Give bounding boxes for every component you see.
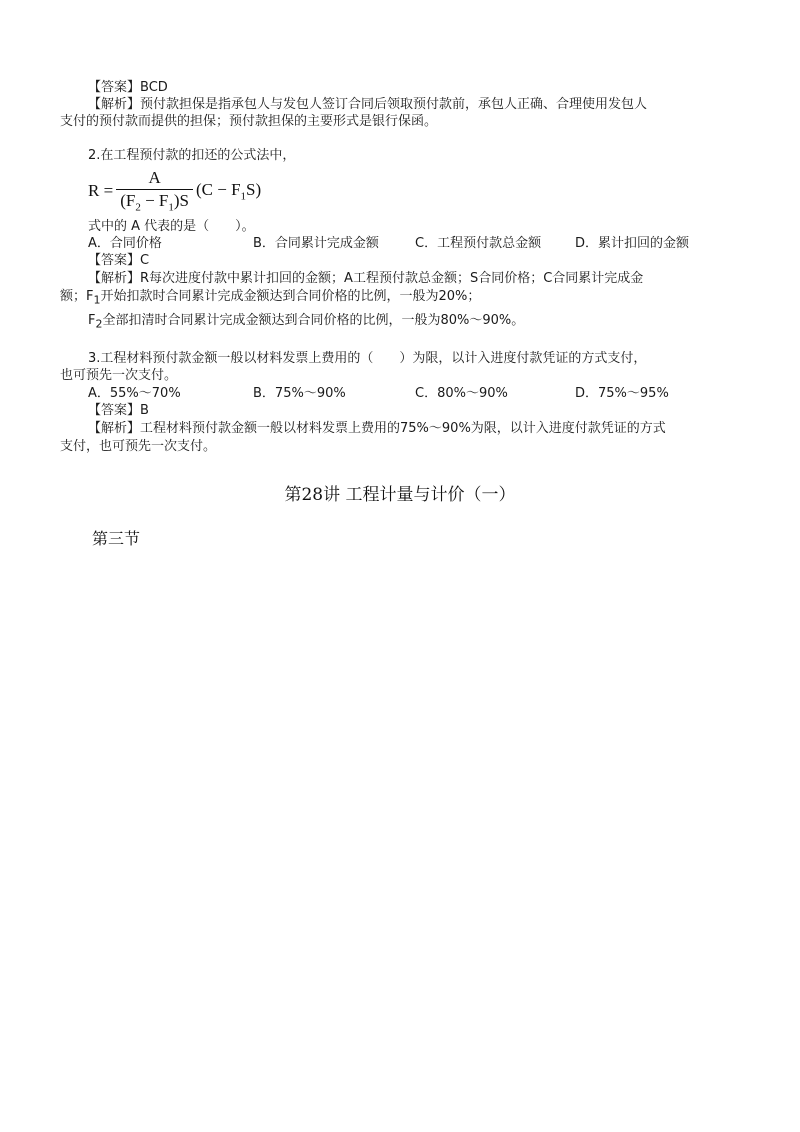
analysis-label: 【解析】 [88, 97, 141, 112]
q2-formula [88, 168, 261, 213]
q3-option-d: D．75%～95% [575, 386, 669, 401]
q3-option-a: A．55%～70% [88, 386, 181, 401]
q1-answer [88, 80, 168, 96]
answer-label: 【答案】 [88, 403, 141, 418]
answer-value: B [140, 403, 149, 418]
q2-option-c: C．工程预付款总金额 [415, 236, 542, 251]
q3-analysis-line-2: 支付，也可预先一次支付。 [60, 439, 217, 454]
analysis-label: 【解析】 [88, 421, 141, 436]
q2-answer [88, 253, 149, 269]
q2-option-b: B．合同累计完成金额 [253, 236, 379, 251]
answer-label: 【答案】 [88, 253, 141, 268]
formula-lhs: R = [88, 180, 114, 200]
formula-denominator: $(F_2 - F_1)S$ [116, 189, 193, 213]
q2-analysis-line-2: 额；$F_1$开始扣款时合同累计完成金额达到合同价格的比例，一般为20%； [60, 289, 481, 307]
formula-fraction [116, 168, 193, 213]
analysis-label: 【解析】 [88, 271, 141, 286]
lecture-heading: 第28讲 工程计量与计价（一） [284, 485, 516, 505]
formula-numerator: A [148, 168, 161, 187]
section-title: 第三节 [92, 529, 141, 548]
formula-rhs: $(C - F_1S)$ [195, 179, 262, 202]
answer-value: BCD [140, 80, 168, 95]
q2-stem: 式中的 A 代表的是（ ）。 [88, 219, 255, 234]
q2-analysis-line-1: 【解析】R每次进度付款中累计扣回的金额；A工程预付款总金额；S合同价格；C合同累计完成金 [88, 271, 644, 286]
q3-question-line-1: 3.工程材料预付款金额一般以材料发票上费用的（ ）为限，以计入进度付款凭证的方式支付， [88, 351, 647, 366]
q2-question: 2.在工程预付款的扣还的公式法中， [88, 148, 296, 163]
q3-analysis-line-1: 【解析】工程材料预付款金额一般以材料发票上费用的75%～90%为限，以计入进度付款凭证的方式 [88, 421, 666, 436]
q3-option-c: C．80%～90% [415, 386, 508, 401]
answer-value: C [140, 253, 150, 268]
q2-option-a: A．合同价格 [88, 236, 162, 251]
q1-analysis-line-2: 支付的预付款而提供的担保；预付款担保的主要形式是银行保函。 [60, 114, 438, 129]
q3-option-b: B．75%～90% [253, 386, 346, 401]
q3-question-line-2: 也可预先一次支付。 [60, 368, 178, 383]
q2-analysis-line-3: $F_2$全部扣清时合同累计完成金额达到合同价格的比例，一般为80%～90%。 [88, 313, 525, 331]
q2-option-d: D．累计扣回的金额 [575, 236, 690, 251]
q1-analysis-line-1: 【解析】预付款担保是指承包人与发包人签订合同后领取预付款前，承包人正确、合理使用发包人 [88, 97, 648, 112]
q3-answer [88, 403, 149, 419]
answer-label: 【答案】 [88, 80, 141, 95]
